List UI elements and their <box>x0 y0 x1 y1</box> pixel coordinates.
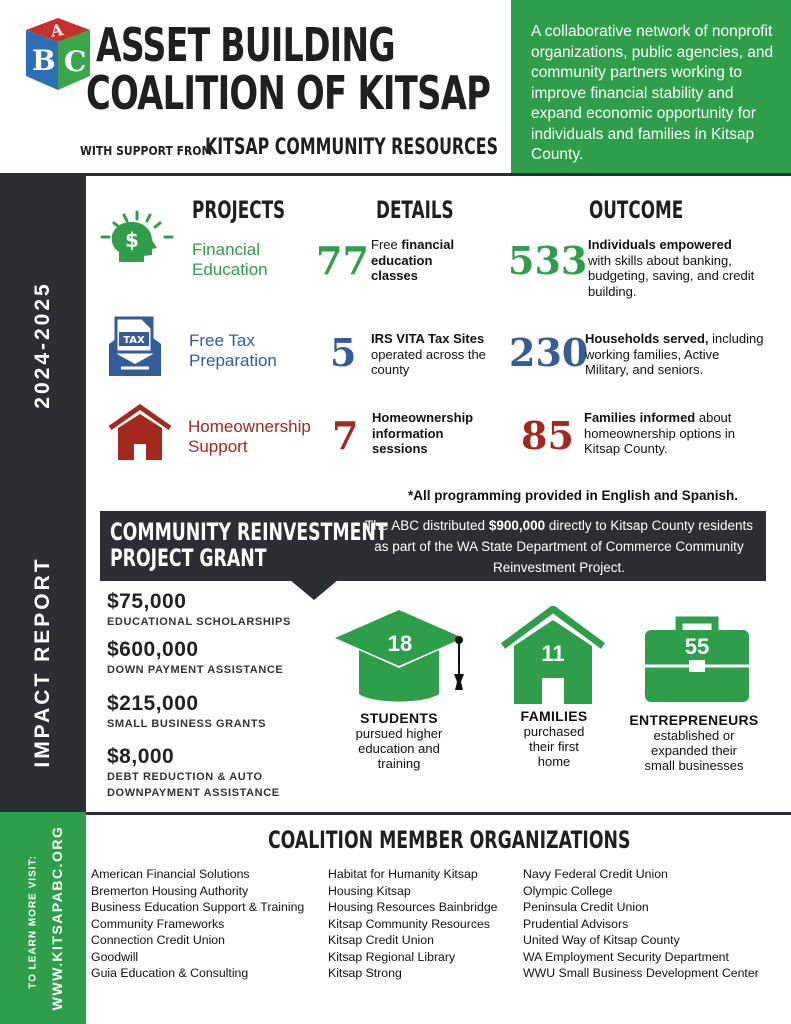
logo-letter-c: C <box>64 45 87 78</box>
members-column-3 <box>523 866 759 982</box>
learn-more-label: TO LEARN MORE VISIT: <box>27 855 39 989</box>
outcome-text-households: Households served, including working families, Active Military, and seniors. <box>585 331 764 377</box>
member-item: Guia Education & Consulting <box>91 966 249 980</box>
member-item: WWU Small Business Development Center <box>523 966 759 980</box>
amount-debt-reduction: $8,000 DEBT REDUCTION & AUTO DOWNPAYMENT ASSISTANCE <box>107 745 280 799</box>
amount-down-payment: $600,000 DOWN PAYMENT ASSISTANCE <box>107 638 284 676</box>
detail-number-tax-sites: 5 <box>330 330 357 375</box>
members-column-2 <box>328 866 498 982</box>
outcome-number-households: 230 <box>509 330 589 375</box>
member-item: Kitsap Regional Library <box>328 949 456 964</box>
projects-header: PROJECTS <box>192 196 286 224</box>
member-item: Kitsap Community Resources <box>328 916 490 931</box>
detail-text-tax-sites: IRS VITA Tax Sites operated across the county <box>371 331 486 377</box>
member-item: Kitsap Strong <box>328 966 402 980</box>
project-name-homeownership: Homeownership Support <box>188 417 311 456</box>
grant-title-line-1: COMMUNITY REINVESTMENT <box>110 518 388 546</box>
outcome-number-families: 85 <box>521 413 574 458</box>
member-item: Goodwill <box>91 949 139 964</box>
svg-text:$: $ <box>125 228 139 252</box>
amount-small-business: $215,000 SMALL BUSINESS GRANTS <box>107 692 267 730</box>
member-item: Bremerton Housing Authority <box>91 883 249 898</box>
outcome-number-individuals: 533 <box>508 238 588 283</box>
grant-title-line-2: PROJECT GRANT <box>110 544 267 572</box>
member-item: Habitat for Humanity Kitsap <box>328 867 478 881</box>
member-item: United Way of Kitsap County <box>523 933 680 947</box>
member-item: Community Frameworks <box>91 916 225 931</box>
member-item: American Financial Solutions <box>91 867 250 881</box>
member-item: Navy Federal Credit Union <box>523 867 668 881</box>
details-header: DETAILS <box>376 196 454 224</box>
detail-text-classes: Free financial education classes <box>371 237 455 283</box>
website-link[interactable]: WWW.KITSAPABC.ORG <box>49 825 65 1011</box>
members-divider <box>86 812 791 815</box>
member-item: Housing Resources Bainbridge <box>328 900 498 914</box>
svg-text:TAX: TAX <box>123 335 145 346</box>
detail-number-classes: 77 <box>316 238 369 283</box>
abc-blocks-logo <box>20 14 96 94</box>
house-icon <box>108 404 172 462</box>
support-org: KITSAP COMMUNITY RESOURCES <box>205 135 498 160</box>
students-impact: STUDENTS pursued higher education and training <box>355 710 443 771</box>
title-line-1: ASSET BUILDING <box>96 18 395 72</box>
member-item: Kitsap Credit Union <box>328 933 434 947</box>
report-label: IMPACT REPORT <box>31 556 54 768</box>
head-dollar-icon <box>97 210 179 262</box>
member-item: WA Employment Security Department <box>523 949 729 964</box>
tax-envelope-icon <box>107 316 163 378</box>
detail-text-sessions: Homeownership information sessions <box>372 410 474 456</box>
member-item: Peninsula Credit Union <box>523 900 649 914</box>
website-panel <box>0 812 86 1024</box>
project-name-financial-education: Financial Education <box>192 240 268 279</box>
outcome-text-individuals: Individuals empowered with skills about banking, budgeting, saving, and credit building. <box>588 237 755 299</box>
detail-number-sessions: 7 <box>332 413 359 458</box>
entrepreneurs-number: 55 <box>684 634 710 659</box>
header-divider <box>0 173 791 176</box>
members-column-1 <box>91 866 304 982</box>
grant-description: The ABC distributed $900,000 directly to Kitsap County residents as part of the WA State Department of Commerce Community Reinvestment Project. <box>365 518 753 575</box>
project-name-free-tax: Free Tax Preparation <box>189 331 277 370</box>
member-item: Olympic College <box>523 883 613 898</box>
grant-banner-pointer <box>290 580 338 600</box>
member-item: Connection Credit Union <box>91 933 225 947</box>
members-title: COALITION MEMBER ORGANIZATIONS <box>268 826 631 854</box>
logo-letter-a: A <box>49 20 65 41</box>
title-line-2: COALITION OF KITSAP <box>86 66 491 120</box>
entrepreneurs-impact: ENTREPRENEURS established or expanded their small businesses <box>629 712 759 773</box>
member-item: Business Education Support & Training <box>91 900 305 914</box>
report-year: 2024-2025 <box>31 281 54 409</box>
outcome-text-families: Families informed about homeownership options in Kitsap County. <box>584 410 736 456</box>
member-item: Prudential Advisors <box>523 916 629 931</box>
families-impact: FAMILIES purchased their first home <box>520 708 588 769</box>
support-prefix: WITH SUPPORT FROM <box>80 144 213 158</box>
outcome-header: OUTCOME <box>589 196 684 224</box>
families-number: 11 <box>541 641 565 666</box>
students-number: 18 <box>387 631 413 656</box>
member-item: Housing Kitsap <box>328 883 411 898</box>
logo-letter-b: B <box>32 44 56 77</box>
mission-statement: A collaborative network of nonprofit organizations, public agencies, and community partners working to improve financial stability and expand economic opportunity for individuals and families in Kitsap County. <box>511 0 791 173</box>
amount-scholarships: $75,000 EDUCATIONAL SCHOLARSHIPS <box>107 590 291 628</box>
language-footnote: *All programming provided in English and Spanish. <box>408 488 739 503</box>
